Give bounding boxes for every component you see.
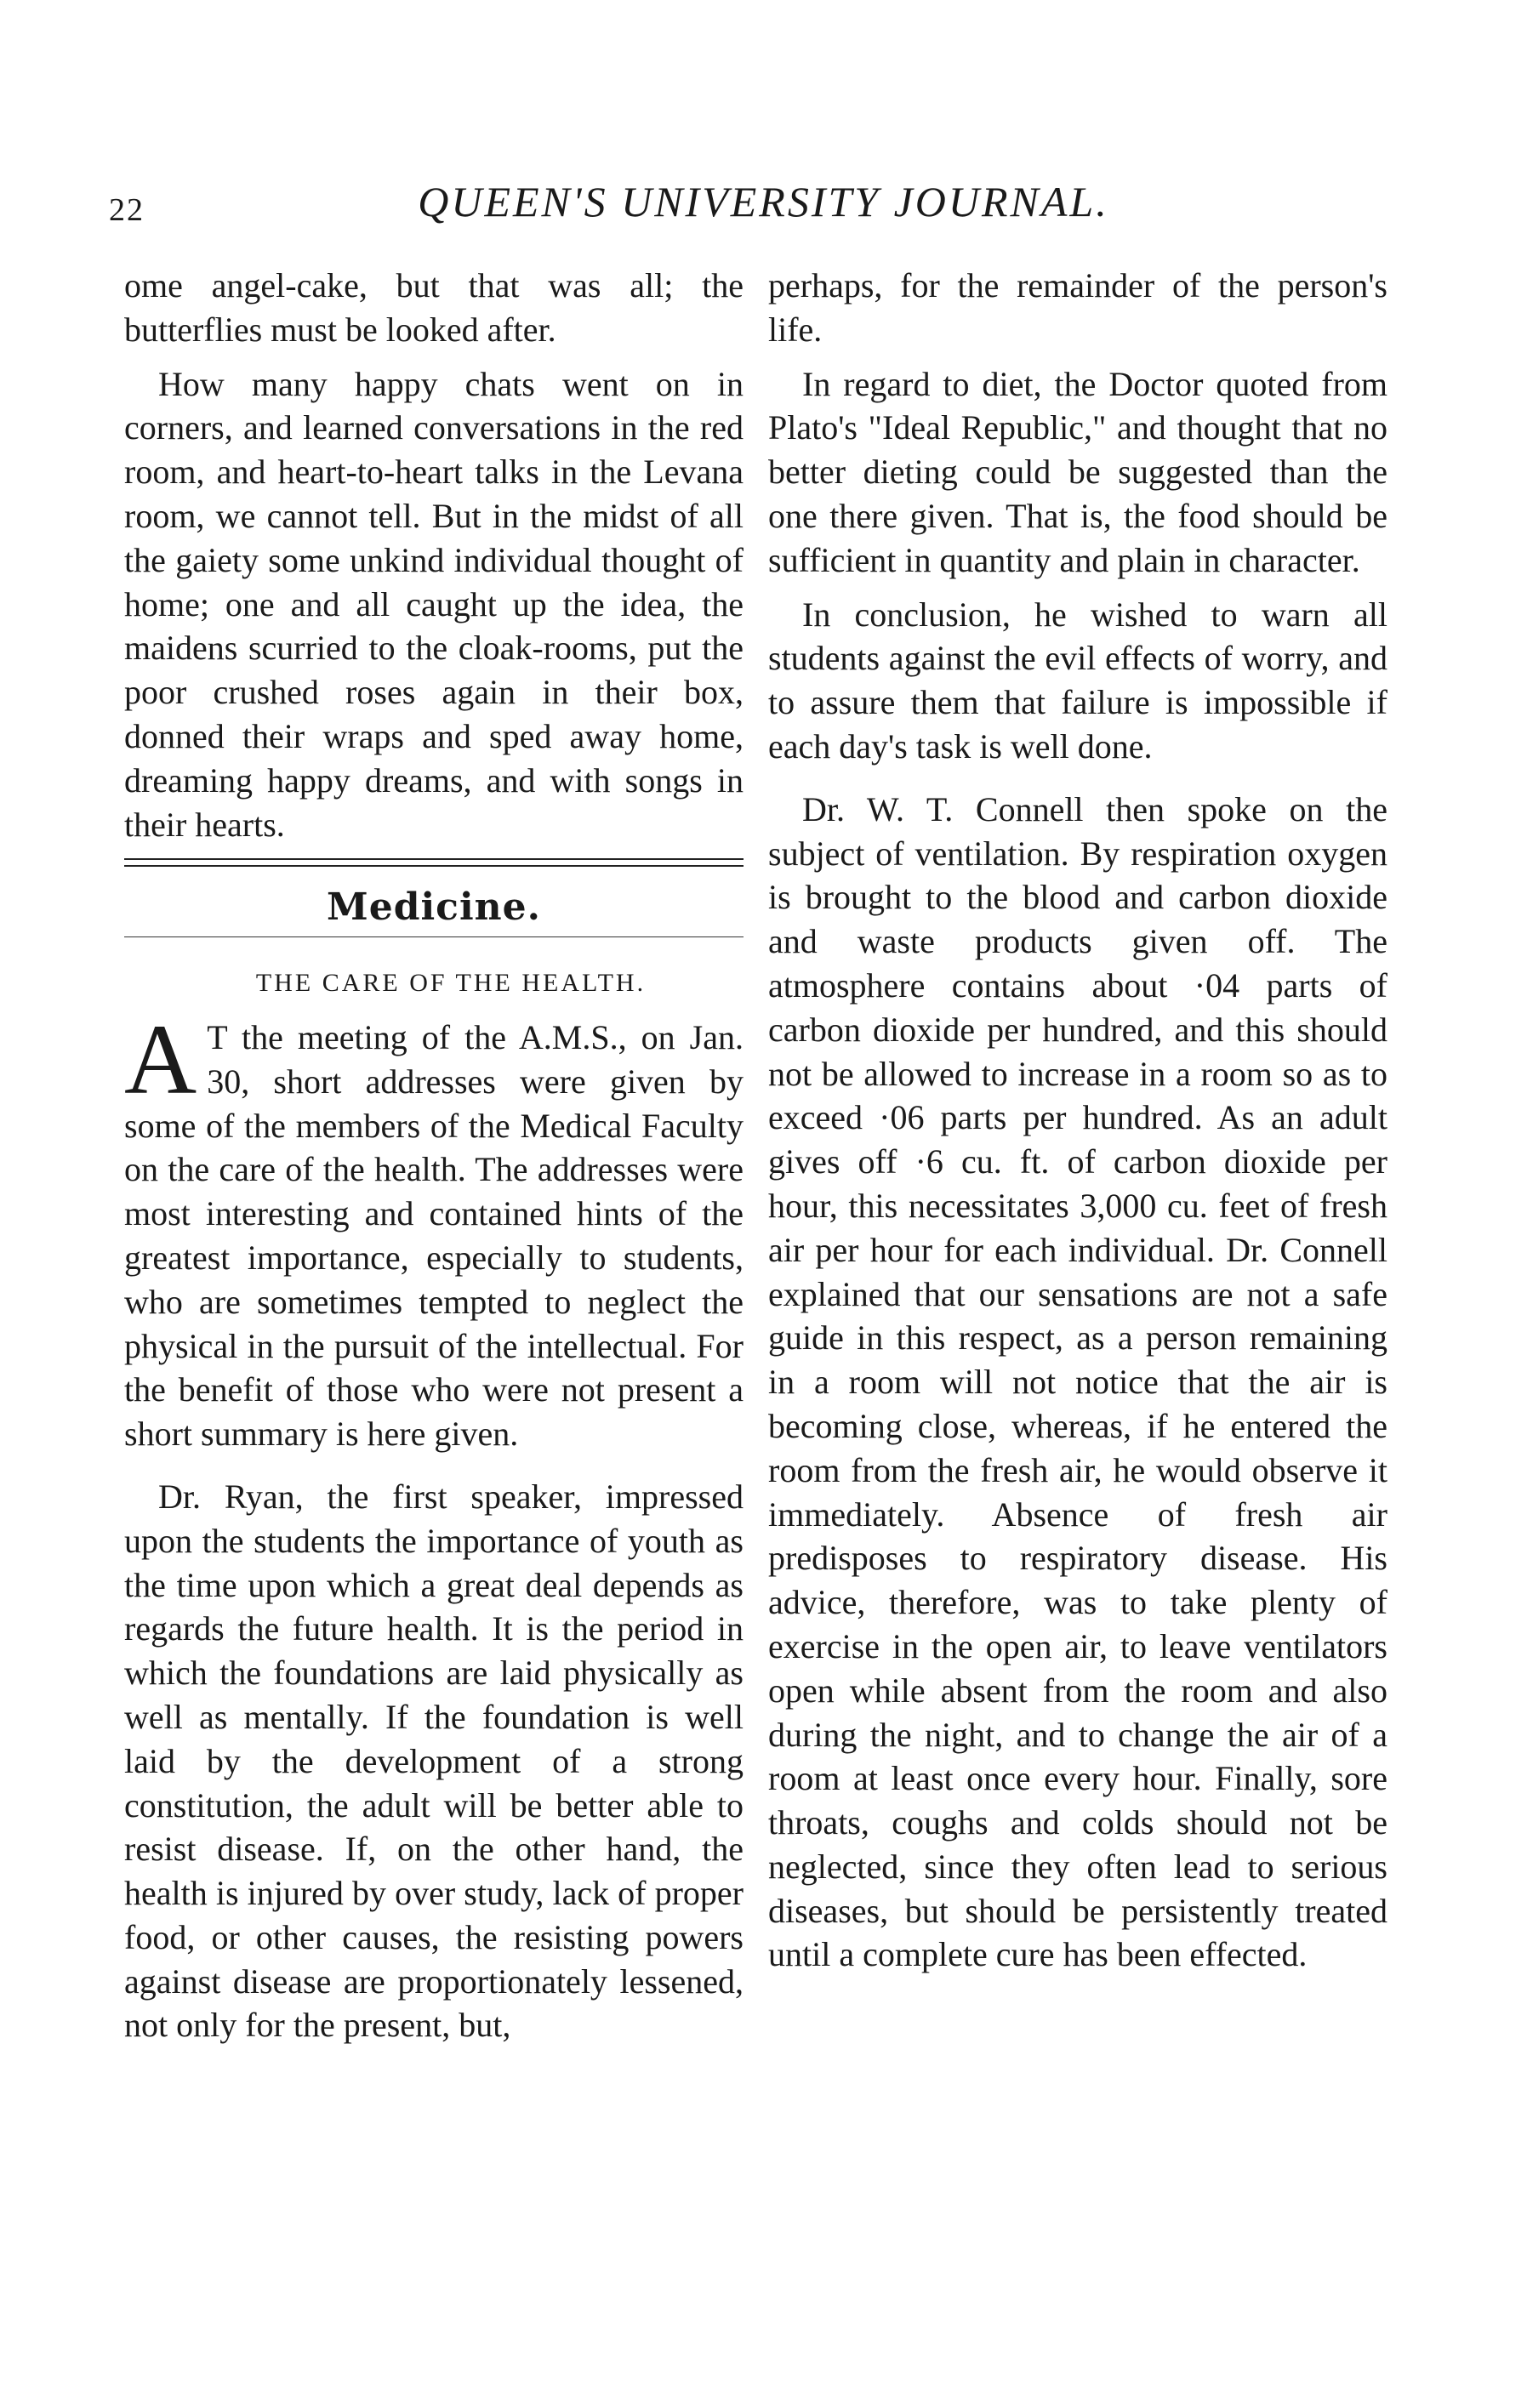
paragraph-conclusion: In conclusion, he wished to warn all students against the evil effects of worry, and to assure them that failure is impossible if each day's task is well done. [768, 595, 1387, 766]
section-title: Medicine. [327, 885, 541, 930]
right-column [768, 264, 1387, 1987]
paragraph-intro-text: T the meeting of the A.M.S., on Jan. 30, short addresses were given by some of the members of the Medical Faculty on the care of the health. The addresses were most interesting and contained hints of the greatest importance, especially to students, who are sometimes tempted to neglect the physical in the pursuit of the intellectual. For the benefit of those who were not present a short summary is here given. [124, 1017, 744, 1454]
paragraph-continuation: ome angel-cake, but that was all; the butterflies must be looked after. [124, 266, 744, 349]
left-column [124, 264, 744, 2058]
paragraph-party: How many happy chats went on in corners, and learned conversations in the red room, and heart-to-heart talks in the Levana room, we cannot tell. But in the midst of all the gaiety some unkind individual thought of home; one and all caught up the idea, the maidens scurried to the cloak-rooms, put the poor crushed roses again in their box, donned their wraps and sped away home, dreaming happy dreams, and with songs in their hearts. [124, 364, 744, 844]
paragraph-continuation-right: perhaps, for the remainder of the person's life. [768, 266, 1387, 349]
title-rule [124, 936, 744, 937]
section-divider [124, 858, 744, 867]
drop-cap: A [124, 1003, 197, 1115]
paragraph-diet: In regard to diet, the Doctor quoted from Plato's "Ideal Republic," and thought that no better dieting could be suggested than the one there given. That is, the food should be sufficient in quantity and plain in character. [768, 364, 1387, 579]
paragraph-ventilation: Dr. W. T. Connell then spoke on the subject of ventilation. By respiration oxygen is brought to the blood and carbon dioxide and waste products given off. The atmosphere contains about ·04 parts of carbon dioxide per hundred, and this should not be allowed to increase in a room so as to exceed ·06 parts per hundred. As an adult gives off ·6 cu. ft. of carbon dioxide per hour, this necessitates 3,000 cu. feet of fresh air per hour for each individual. Dr. Connell explained that our sensations are not a safe guide in this respect, as a person remaining in a room will not notice that the air is becoming close, whereas, if he entered the room from the fresh air, he would observe it immediately. Absence of fresh air predisposes to respiratory disease. His advice, therefore, was to take plenty of exercise in the open air, to leave ventilators open while absent from the room and also during the night, and to change the air of a room at least once every hour. Finally, sore throats, coughs and colds should not be neglected, since they often lead to serious diseases, but should be persistently treated until a complete cure has been effected. [768, 789, 1387, 1974]
paragraph-dr-ryan: Dr. Ryan, the first speaker, impressed upon the students the importance of youth as the time upon which a great deal depends as regards the future health. It is the period in which the foundations are laid physically as well as mentally. If the foundation is well laid by the development of a strong constitution, the adult will be better able to resist disease. If, on the other hand, the health is injured by over study, lack of proper food, or other causes, the resisting powers against disease are proportionately lessened, not only for the present, but, [124, 1477, 744, 2045]
journal-title: QUEEN'S UNIVERSITY JOURNAL. [418, 178, 1109, 225]
page-number: 22 [109, 192, 145, 228]
paragraph-intro [124, 1003, 744, 1456]
article-subheading: THE CARE OF THE HEALTH. [255, 969, 647, 998]
